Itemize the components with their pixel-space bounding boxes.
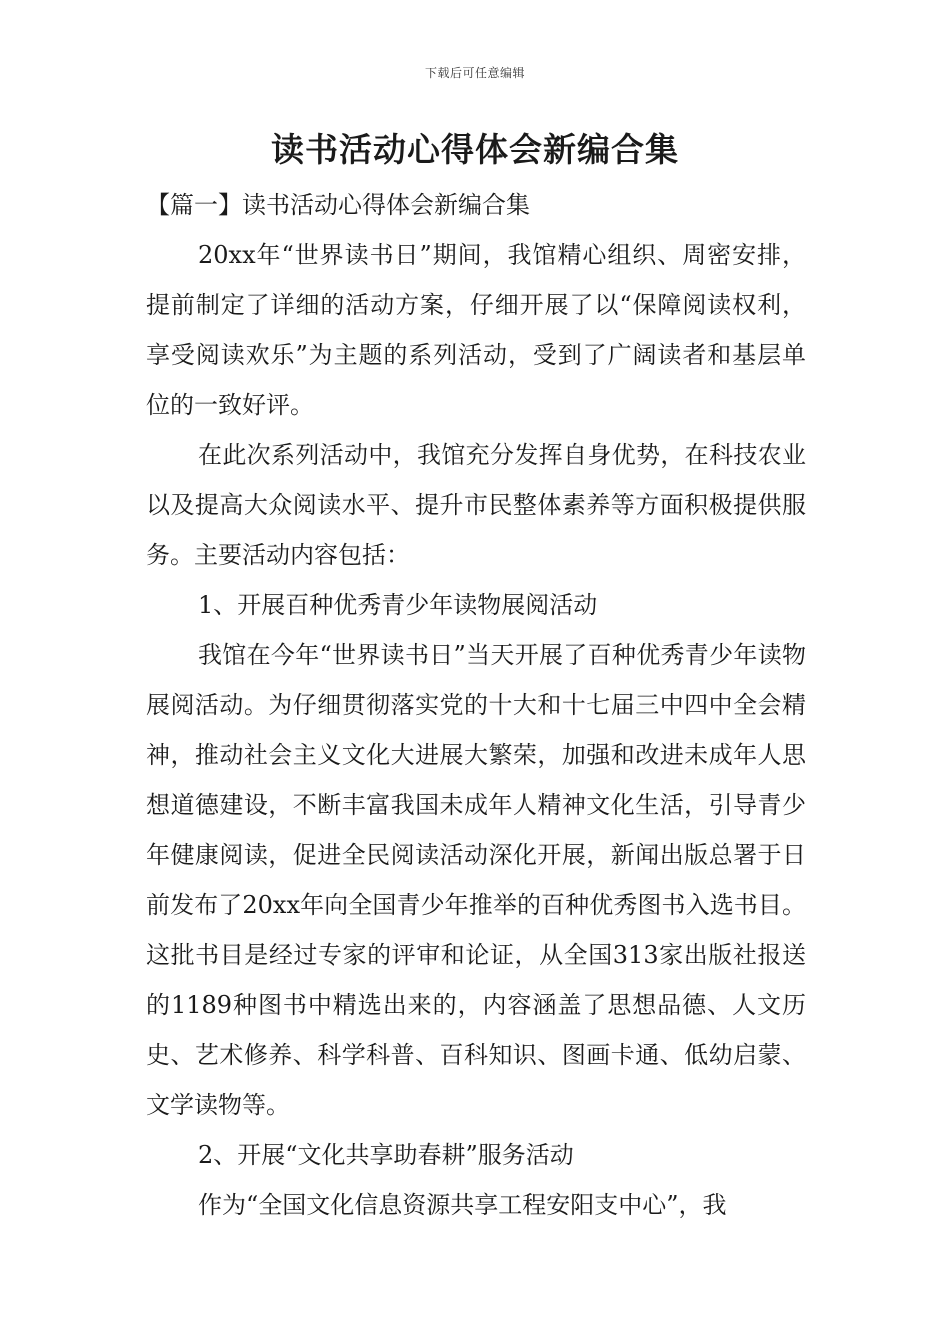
header-note: 下载后可任意编辑	[424, 66, 525, 80]
paragraph-intro: 20xx年“世界读书日”期间，我馆精心组织、周密安排，提前制定了详细的活动方案，仔细开展了以“保障阅读权利，享受阅读欢乐”为主题的系列活动，受到了广阔读者和基层单位的一致好评。	[146, 241, 806, 419]
document-title: 读书活动心得体会新编合集	[271, 130, 679, 169]
paragraph-activities: 在此次系列活动中，我馆充分发挥自身优势，在科技农业以及提高大众阅读水平、提升市民整体素养等方面积极提供服务。主要活动内容包括：	[146, 441, 806, 569]
document-body	[146, 180, 806, 1230]
section-heading: 【篇一】读书活动心得体会新编合集	[146, 191, 530, 219]
list-item-heading-1: 1、开展百种优秀青少年读物展阅活动	[198, 591, 598, 619]
paragraph-item-2: 作为“全国文化信息资源共享工程安阳支中心”，我	[198, 1191, 727, 1219]
list-item-heading-2: 2、开展“文化共享助春耕”服务活动	[198, 1141, 574, 1169]
paragraph-item-1: 我馆在今年“世界读书日”当天开展了百种优秀青少年读物展阅活动。为仔细贯彻落实党的十大和十七届三中四中全会精神，推动社会主义文化大进展大繁荣，加强和改进未成年人思想道德建设，不断丰富我国未成年人精神文化生活，引导青少年健康阅读，促进全民阅读活动深化开展，新闻出版总署于日前发布了20xx年向全国青少年推举的百种优秀图书入选书目。这批书目是经过专家的评审和论证，从全国313家出版社报送的1189种图书中精选出来的，内容涵盖了思想品德、人文历史、艺术修养、科学科普、百科知识、图画卡通、低幼启蒙、文学读物等。	[146, 641, 806, 1119]
